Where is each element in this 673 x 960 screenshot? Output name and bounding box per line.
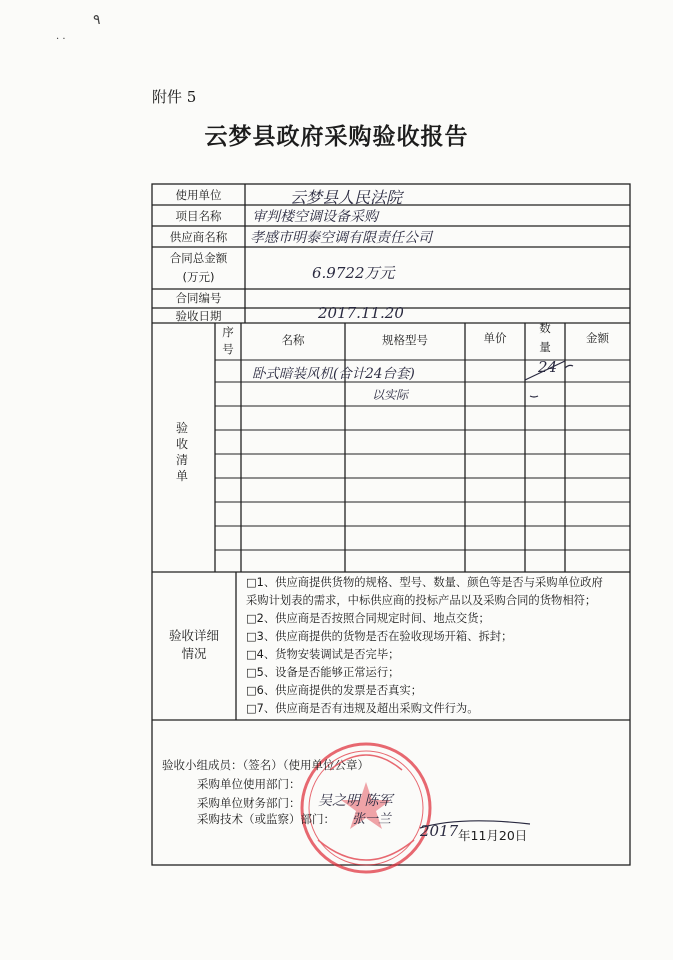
user-unit-label: 使用单位	[175, 188, 222, 202]
dept-finance-label: 采购单位财务部门：	[197, 796, 301, 810]
amount-label-line2: (万元)	[182, 270, 215, 284]
finance-signature: 吴之明 陈军	[318, 793, 393, 809]
amount-label-line1: 合同总金额	[169, 251, 228, 265]
scan-speck: · ·	[56, 34, 66, 45]
check-item-5: □5、设备是否能够正常运行；	[246, 666, 400, 679]
contract-no-label: 合同编号	[175, 291, 222, 305]
list-item-name: 卧式暗装风机(合计24台套)	[252, 366, 415, 382]
signature-date: 年11月20日	[458, 828, 528, 843]
col-qty-header: 数 量	[539, 321, 551, 354]
col-amount-header: 金额	[586, 331, 609, 345]
acceptance-date-label: 验收日期	[175, 309, 222, 323]
tech-signature: 张一兰	[352, 812, 392, 827]
user-unit-value: 云梦县人民法院	[290, 188, 403, 207]
col-price-header: 单价	[483, 331, 507, 345]
page-title: 云梦县政府采购验收报告	[204, 123, 469, 150]
check-item-3: □3、供应商提供的货物是否在验收现场开箱、拆封；	[246, 630, 513, 643]
project-name-label: 项目名称	[175, 209, 222, 223]
acceptance-date-value: 2017.11.20	[318, 304, 404, 322]
project-name-value: 审判楼空调设备采购	[252, 209, 378, 225]
dept-tech-label: 采购技术（或监察）部门：	[197, 812, 335, 826]
dept-use-label: 采购单位使用部门：	[197, 777, 301, 791]
amount-label	[152, 252, 245, 284]
check-item-1-cont: 采购计划表的需求，中标供应商的投标产品以及采购合同的货物相符；	[246, 594, 597, 607]
acceptance-members: 验收小组成员：（签名）（使用单位公章）	[162, 758, 369, 772]
check-item-2: □2、供应商是否按照合同规定时间、地点交货；	[246, 612, 490, 625]
list-item-extra: 以实际	[372, 388, 409, 402]
col-spec-header: 规格型号	[382, 333, 428, 347]
signature-date-year: 2017	[420, 822, 459, 840]
list-item-qty: 24	[538, 358, 558, 376]
scan-speck: ٩	[93, 12, 101, 28]
attachment-label: 附件 5	[152, 88, 197, 106]
details-label: 验收详细 情况	[168, 628, 219, 661]
supplier-label: 供应商名称	[169, 230, 228, 244]
col-name-header: 名称	[281, 333, 305, 347]
check-item-1: □1、供应商提供货物的规格、型号、数量、颜色等是否与采购单位政府	[246, 576, 603, 589]
supplier-value: 孝感市明泰空调有限责任公司	[250, 230, 432, 246]
check-item-7: □7、供应商是否有违规及超出采购文件行为。	[246, 702, 479, 715]
col-no-header: 序 号	[222, 325, 234, 356]
amount-value: 6.9722万元	[312, 264, 395, 282]
list-section-label: 验 收 清 单	[175, 421, 188, 483]
check-item-4: □4、货物安装调试是否完毕；	[246, 648, 400, 661]
check-item-6: □6、供应商提供的发票是否真实；	[246, 684, 423, 697]
